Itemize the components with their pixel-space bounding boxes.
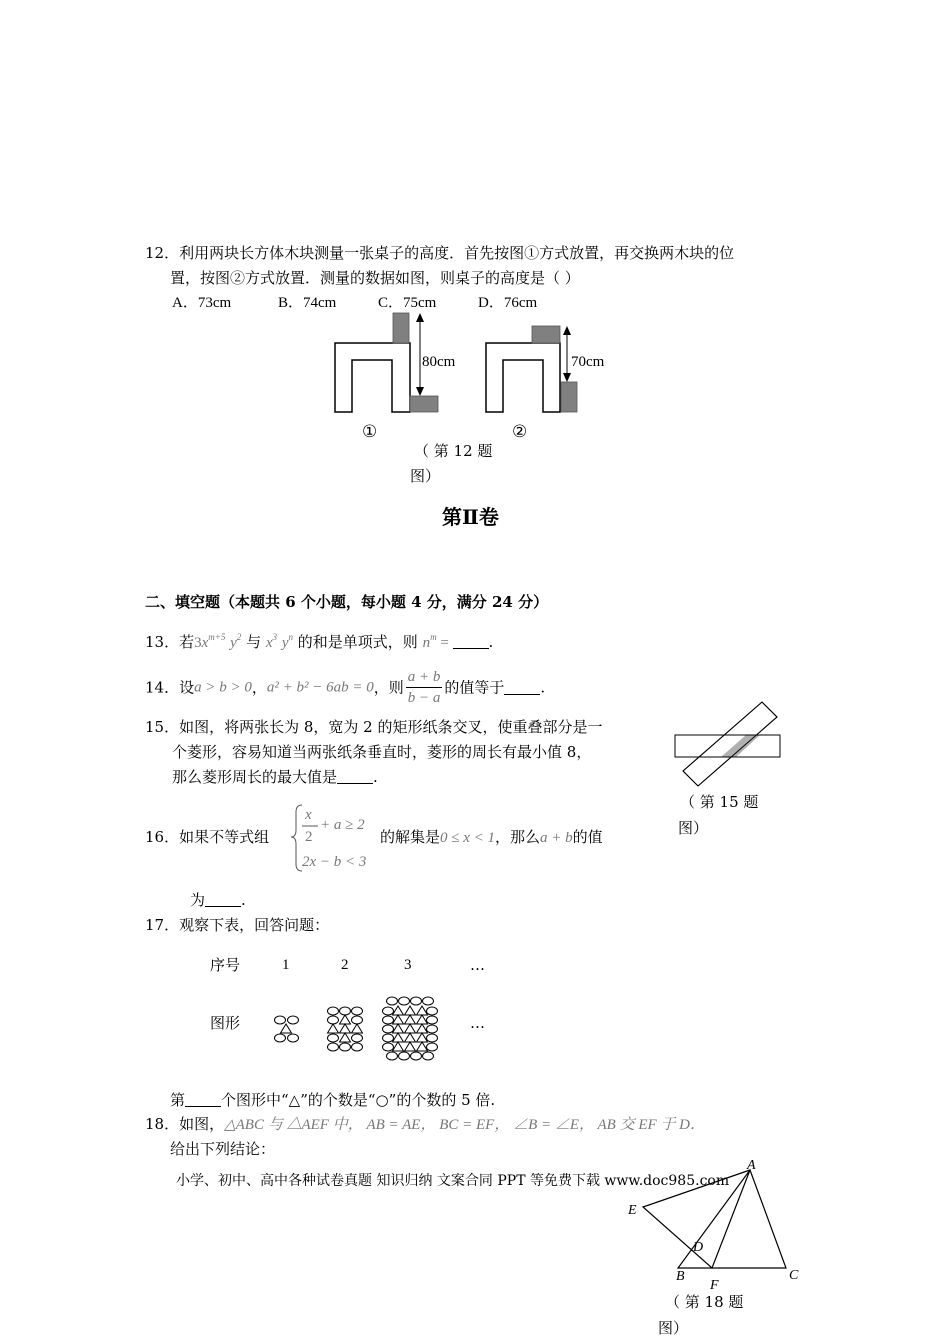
q13-y: y: [230, 635, 237, 651]
q13-x: x: [201, 635, 209, 651]
q15-line3-text: 那么菱形周长的最大值是: [172, 768, 338, 786]
q14-eq: a² + b² − 6ab = 0: [266, 679, 374, 696]
q13-exp1: m+5: [208, 632, 226, 642]
q17-question-pre: 第: [170, 1091, 186, 1109]
q16-ineq1-num: x: [305, 807, 312, 823]
q15-caption-2: 图）: [678, 819, 709, 837]
q18-line2: 给出下列结论：: [170, 1140, 276, 1158]
q17-row2-label: 图形: [210, 1014, 241, 1032]
q16-mid2: ，那么: [495, 828, 541, 846]
q16-mid: 的解集是: [380, 828, 441, 846]
q17-row1-ellipsis: …: [470, 956, 485, 974]
q13-exp4: n: [288, 632, 293, 642]
q14-frac-num: a + b: [406, 667, 443, 688]
q13-text: 的和是单项式，则: [297, 633, 418, 651]
q18-point-c: C: [789, 1268, 799, 1283]
q12-fig2-label: ②: [512, 422, 528, 442]
q18-point-f: F: [710, 1278, 719, 1293]
q18-line1-pre: 18．如图，: [145, 1115, 225, 1133]
q18-point-b: B: [676, 1269, 685, 1284]
q18-point-e: E: [628, 1203, 637, 1218]
q13-end: .: [488, 633, 494, 651]
q16-line2-text: 为: [190, 891, 206, 909]
q18-point-a: A: [747, 1158, 756, 1173]
q12-fig1-measure: 80cm: [422, 354, 456, 370]
q13-n: n: [422, 635, 431, 651]
q13-eq: =: [436, 635, 453, 651]
q16-ineq1-rest: + a ≥ 2: [320, 817, 365, 833]
q16-tail: 的值: [572, 828, 603, 846]
q14-cond: a > b > 0: [194, 679, 252, 696]
q13-exp3: 3: [272, 632, 278, 642]
q18-caption-1: （ 第 18 题: [665, 1293, 744, 1311]
q15-end: .: [373, 768, 378, 786]
watermark: 小学、初中、高中各种试卷真题 知识归纳 文案合同 PPT 等免费下载 www.doc985.com: [176, 1173, 730, 1189]
q14-tail: 的值等于: [444, 678, 505, 697]
q14-comma: ，: [251, 678, 267, 697]
q16-ineq1-den: 2: [305, 829, 313, 845]
q17-question-post: 个图形中“△”的个数是“○”的个数的 5 倍.: [221, 1091, 496, 1109]
section2-heading: 二、填空题（本题共 6 个小题，每小题 4 分，满分 24 分）: [145, 593, 549, 611]
q18-point-d: D: [693, 1240, 704, 1255]
q14-then: ，则: [373, 678, 404, 697]
q14-end: .: [540, 678, 546, 697]
q13-exp2: 2: [236, 632, 242, 642]
q17-row1-1: 1: [282, 957, 290, 973]
q12-fig2-measure: 70cm: [571, 354, 605, 370]
q16-end: .: [241, 891, 246, 909]
q12-caption-2: 图）: [410, 467, 441, 485]
q13-x2: x: [265, 635, 273, 651]
q14-frac-den: b − a: [407, 690, 441, 706]
q12-line2: 置，按图②方式放置．测量的数据如图，则桌子的高度是（ ）: [170, 269, 580, 287]
q15-line2: 个菱形，容易知道当两张纸条垂直时，菱形的周长有最小值 8，: [172, 743, 592, 761]
q13-y2: y: [281, 635, 289, 651]
q16-range: 0 ≤ x < 1: [440, 830, 496, 846]
q17-row1-3: 3: [404, 957, 412, 973]
q16-sum: a + b: [540, 830, 573, 846]
q15-caption-1: （ 第 15 题: [680, 793, 759, 811]
q17-row1-label: 序号: [210, 956, 241, 974]
q12-option-a: A．73cm: [172, 295, 232, 311]
q15-line1: 15．如图，将两张长为 8，宽为 2 的矩形纸条交叉，使重叠部分是一: [145, 718, 603, 736]
q13-prefix: 13．若: [145, 633, 195, 651]
q12-line1: 12．利用两块长方体木块测量一张桌子的高度．首先按图①方式放置，再交换两木块的位: [145, 244, 735, 262]
q17-intro: 17．观察下表，回答问题：: [145, 916, 330, 934]
q13-and: 与: [246, 633, 262, 651]
q17-row1-2: 2: [341, 957, 349, 973]
q18-line1-math: △ABC 与 △AEF 中， AB = AE， BC = EF， ∠B = ∠E， AB 交 EF 于 D．: [224, 1117, 705, 1133]
q16-prefix: 16．如果不等式组: [145, 828, 270, 846]
q16-ineq2: 2x − b < 3: [302, 854, 367, 870]
q17-row2-ellipsis: …: [470, 1014, 485, 1032]
q12-option-c: C．75cm: [378, 295, 437, 311]
q14-prefix: 14．设: [145, 678, 195, 697]
q12-option-d: D．76cm: [478, 295, 538, 311]
q12-option-b: B．74cm: [278, 295, 337, 311]
q13-coef: 3: [194, 635, 202, 651]
q12-caption-1: （ 第 12 题: [414, 442, 493, 460]
q12-fig1-label: ①: [362, 422, 378, 442]
q18-caption-2: 图）: [658, 1319, 689, 1337]
q13-exp5: m: [430, 632, 437, 642]
volume-title: 第Ⅱ卷: [442, 505, 499, 529]
